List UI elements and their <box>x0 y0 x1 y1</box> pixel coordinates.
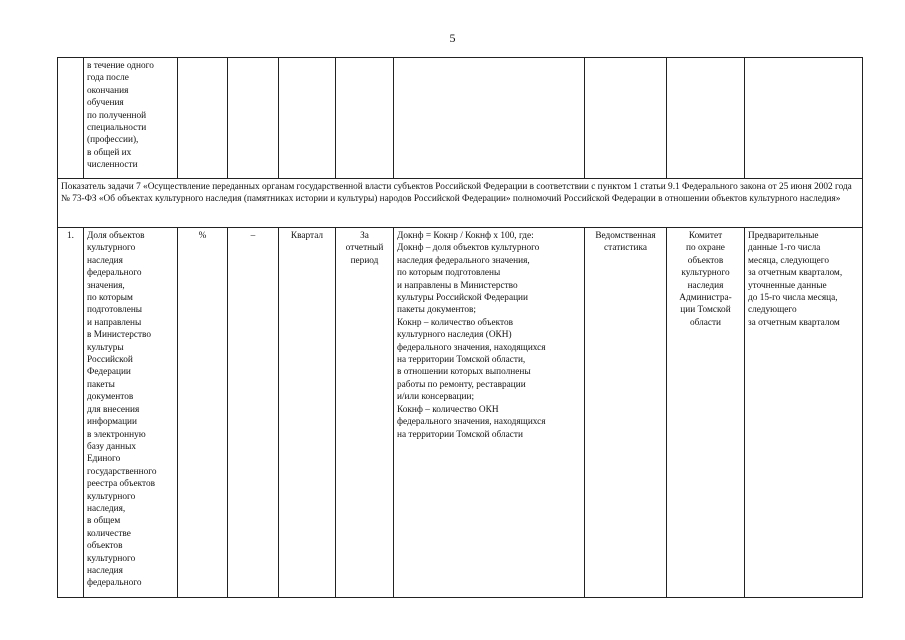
table-row-continuation <box>58 58 863 179</box>
calculation-formula: Докнф = Кокнр / Кокнф x 100, где: Докнф – доля объектов культурного наследия федерального значения, по которым подготовлены и направлены в Министерство культуры Российской Федерации пакеты документов; Кокнр – количество объектов культурного наследия (ОКН) федерального значения, находящихся на территории Томской области, в отношении которых выполнены работы по ремонту, реставрации и/или консервации; Кокнф – количество ОКН федерального значения, находящихся на территории Томской области <box>394 228 585 598</box>
cell-number <box>58 58 84 179</box>
task-heading-row <box>58 179 863 228</box>
row-number: 1. <box>58 228 84 598</box>
cell-formula <box>394 58 585 179</box>
cell-base-value <box>228 58 279 179</box>
periodicity: Квартал <box>279 228 336 598</box>
indicator-name: Доля объектов культурного наследия федерального значения, по которым подготовлены и направлены в Министерство культуры Российской Федерации пакеты документов для внесения информации в электронную базу данных Единого государственного реестра объектов культурного наследия, в общем количестве объектов культурного наследия федерального <box>84 228 178 598</box>
base-value: – <box>228 228 279 598</box>
page-number: 5 <box>449 31 456 45</box>
reporting-deadline: Предварительные данные 1-го числа месяца, следующего за отчетным кварталом, уточненные данные до 15-го числа месяца, следующего за отчетным кварталом <box>745 228 863 598</box>
indicators-table <box>57 57 863 598</box>
cell-indicator-continuation: в течение одного года после окончания обучения по полученной специальности (профессии), в общей их численности <box>84 58 178 179</box>
responsible-body: Комитет по охране объектов культурного наследия Администра- ции Томской области <box>667 228 745 598</box>
cell-source <box>585 58 667 179</box>
data-source: Ведомственная статистика <box>585 228 667 598</box>
cell-period <box>336 58 394 179</box>
cell-responsible <box>667 58 745 179</box>
cell-periodicity <box>279 58 336 179</box>
unit-of-measure: % <box>178 228 228 598</box>
table-row-indicator-1 <box>58 228 863 598</box>
cell-unit <box>178 58 228 179</box>
reporting-period: За отчетный период <box>336 228 394 598</box>
task-heading: Показатель задачи 7 «Осуществление переданных органам государственной власти субъектов Российской Федерации в соответствии с пунктом 1 статьи 9.1 Федерального закона от 25 июня 2002 года № 73-ФЗ «Об объектах культурного наследия (памятниках истории и культуры) народов Российской Федерации» полномочий Российской Федерации в отношении объектов культурного наследия» <box>58 179 863 228</box>
cell-deadline <box>745 58 863 179</box>
